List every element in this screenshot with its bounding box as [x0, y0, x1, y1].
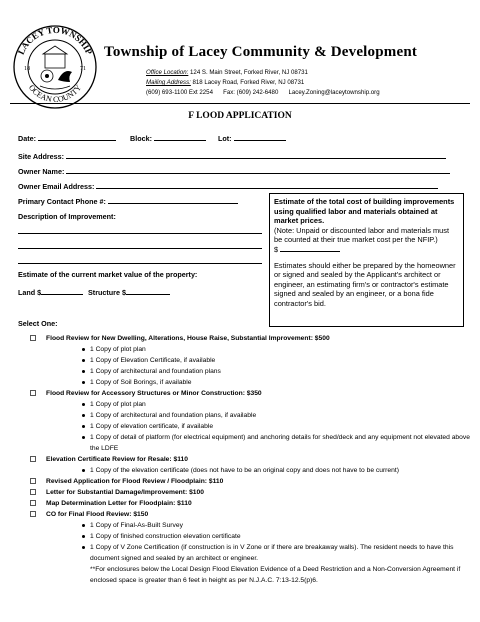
description-input-line[interactable] [18, 263, 262, 264]
site-address-input-line[interactable] [66, 152, 446, 159]
site-address-label: Site Address: [18, 152, 65, 161]
estimate-heading: Estimate of the total cost of building improvements using qualified labor and materials obtained at market prices. [274, 197, 455, 226]
requirement-text: 1 Copy of Elevation Certificate, if available [90, 357, 216, 364]
estimate-instructions: Estimates should either be prepared by the homeowner or signed and sealed by the Applicant's architect or engineer, an estimating firm's or contractor's estimate signed and sealed by an engineer, or a bona fide contractor's bid. [274, 260, 456, 308]
svg-text:LACEY TOWNSHIP [16, 25, 95, 57]
option-item[interactable] [30, 509, 470, 520]
description-input-line[interactable] [18, 248, 262, 249]
seal-bottom-text: OCEAN COUNTY [26, 83, 84, 105]
bullet-icon [82, 348, 85, 351]
option-item[interactable] [30, 333, 470, 344]
estimate-dollar-field[interactable] [274, 245, 459, 255]
option-label: Map Determination Letter for Floodplain: $110 [46, 500, 192, 507]
office-location-value: 124 S. Main Street, Forked River, NJ 08731 [190, 69, 308, 76]
requirement-text: 1 Copy of Final-As-Built Survey [90, 522, 183, 529]
requirement-item [90, 531, 470, 542]
seal-left-numeral: 18 [24, 66, 30, 72]
estimate-note: (Note: Unpaid or discounted labor and materials must be counted at their true market cost per the NFIP.) [274, 225, 450, 245]
option-checkbox[interactable] [30, 335, 36, 341]
structure-label: Structure $ [88, 288, 126, 297]
requirement-item [90, 355, 470, 366]
description-input-line[interactable] [18, 233, 262, 234]
option-label: Elevation Certificate Review for Resale: $110 [46, 456, 188, 463]
lot-label: Lot: [218, 134, 232, 143]
option-item[interactable] [30, 454, 470, 465]
option-label: Revised Application for Flood Review / Floodplain: $110 [46, 478, 224, 485]
header-divider [10, 103, 470, 104]
bullet-icon [82, 403, 85, 406]
requirement-item [90, 399, 470, 410]
option-item[interactable] [30, 498, 470, 509]
enclosure-note: **For enclosures below the Local Design Flood Elevation Evidence of a Deed Restriction and a Non-Conversion Agreement if enclosed space is greater than 6 feet in height as per N.J.A.C. 7:13-12.5(p)6. [90, 566, 461, 584]
site-address-field[interactable] [18, 152, 446, 161]
seal-right-numeral: 71 [80, 66, 86, 72]
requirement-text: 1 Copy of finished construction elevation certificate [90, 533, 241, 540]
bullet-icon [82, 425, 85, 428]
option-label: Flood Review for Accessory Structures or Minor Construction: $350 [46, 390, 262, 397]
bullet-icon [82, 436, 85, 439]
estimate-dollar-input-line[interactable] [280, 245, 340, 252]
date-label: Date: [18, 134, 36, 143]
bullet-icon [82, 535, 85, 538]
office-location-label: Office Location: [146, 69, 189, 76]
structure-input-line[interactable] [126, 288, 170, 295]
form-title: F LOOD APPLICATION [188, 111, 292, 121]
township-seal-icon [12, 24, 98, 110]
mailing-address-value: 818 Lacey Road, Forked River, NJ 08731 [192, 79, 305, 86]
requirement-list [90, 520, 470, 564]
application-options [30, 333, 470, 586]
owner-name-label: Owner Name: [18, 167, 65, 176]
requirement-list [90, 399, 470, 454]
contact-info: (609) 693-1100 Ext 2254 Fax: (609) 242-6480 Lacey.Zoning@laceytownship.org [146, 89, 380, 96]
requirement-item [90, 432, 470, 454]
requirement-item [90, 421, 470, 432]
bullet-icon [82, 469, 85, 472]
requirement-text: 1 Copy of elevation certificate, if available [90, 423, 214, 430]
requirement-list [90, 344, 470, 388]
owner-email-field[interactable] [18, 182, 438, 191]
description-label: Description of Improvement: [18, 212, 116, 221]
phone-input-line[interactable] [108, 197, 238, 204]
requirement-item [90, 465, 470, 476]
requirement-text: 1 Copy of detail of platform (for electrical equipment) and anchoring details for shed/deck and any equipment not elevated above the LDFE [90, 434, 470, 452]
office-title: Township of Lacey Community & Development [104, 44, 418, 60]
block-input-line[interactable] [154, 134, 206, 141]
requirement-text: 1 Copy of architectural and foundation plans, if available [90, 412, 257, 419]
block-field[interactable] [130, 134, 206, 143]
option-label: Letter for Substantial Damage/Improvement: $100 [46, 489, 204, 496]
owner-name-field[interactable] [18, 167, 450, 176]
phone-label: Primary Contact Phone #: [18, 197, 106, 206]
date-field[interactable] [18, 134, 116, 143]
phone-field[interactable] [18, 197, 238, 206]
mailing-address-label: Mailing Address: [146, 79, 191, 86]
option-checkbox[interactable] [30, 500, 36, 506]
option-item[interactable] [30, 476, 470, 487]
office-location [146, 68, 308, 77]
option-checkbox[interactable] [30, 456, 36, 462]
requirement-item [90, 520, 470, 531]
requirement-list [90, 465, 470, 476]
mailing-address [146, 78, 304, 87]
requirement-item [90, 366, 470, 377]
bullet-icon [82, 370, 85, 373]
option-checkbox[interactable] [30, 489, 36, 495]
owner-email-label: Owner Email Address: [18, 182, 95, 191]
requirement-text: 1 Copy of plot plan [90, 346, 146, 353]
owner-name-input-line[interactable] [66, 167, 450, 174]
bullet-icon [82, 414, 85, 417]
requirement-text: 1 Copy of V Zone Certification (if construction is in V Zone or if there are breakaway walls). The resident needs to have this document signed and sealed by an architect or engineer. [90, 544, 454, 562]
requirement-item [90, 377, 470, 388]
requirement-text: 1 Copy of Soil Borings, if available [90, 379, 192, 386]
option-item[interactable] [30, 487, 470, 498]
option-label: CO for Final Flood Review: $150 [46, 511, 149, 518]
option-label: Flood Review for New Dwelling, Alterations, House Raise, Substantial Improvement: $500 [46, 335, 330, 342]
seal-top-text: LACEY TOWNSHIP [15, 24, 95, 57]
lot-field[interactable] [218, 134, 286, 143]
option-checkbox[interactable] [30, 511, 36, 517]
market-value-label: Estimate of the current market value of the property: [18, 270, 198, 279]
bullet-icon [82, 524, 85, 527]
date-input-line[interactable] [38, 134, 116, 141]
land-label: Land $ [18, 288, 42, 297]
land-value-field[interactable] [18, 288, 83, 297]
requirement-item [90, 542, 470, 564]
requirement-item [90, 410, 470, 421]
option-checkbox[interactable] [30, 390, 36, 396]
requirement-text: 1 Copy of plot plan [90, 401, 146, 408]
estimate-dollar-label: $ [274, 244, 279, 254]
requirement-text: 1 Copy of the elevation certificate (does not have to be an original copy and does not have to be current) [90, 467, 399, 474]
owner-email-input-line[interactable] [96, 182, 438, 189]
select-one-label: Select One: [18, 319, 58, 328]
option-item[interactable] [30, 388, 470, 399]
land-input-line[interactable] [41, 288, 83, 295]
bullet-icon [82, 546, 85, 549]
block-label: Block: [130, 134, 152, 143]
bullet-icon [82, 381, 85, 384]
option-checkbox[interactable] [30, 478, 36, 484]
structure-value-field[interactable] [88, 288, 170, 297]
estimate-box [269, 193, 464, 327]
bullet-icon [82, 359, 85, 362]
requirement-text: 1 Copy of architectural and foundation plans [90, 368, 221, 375]
lot-input-line[interactable] [234, 134, 286, 141]
requirement-item [90, 344, 470, 355]
